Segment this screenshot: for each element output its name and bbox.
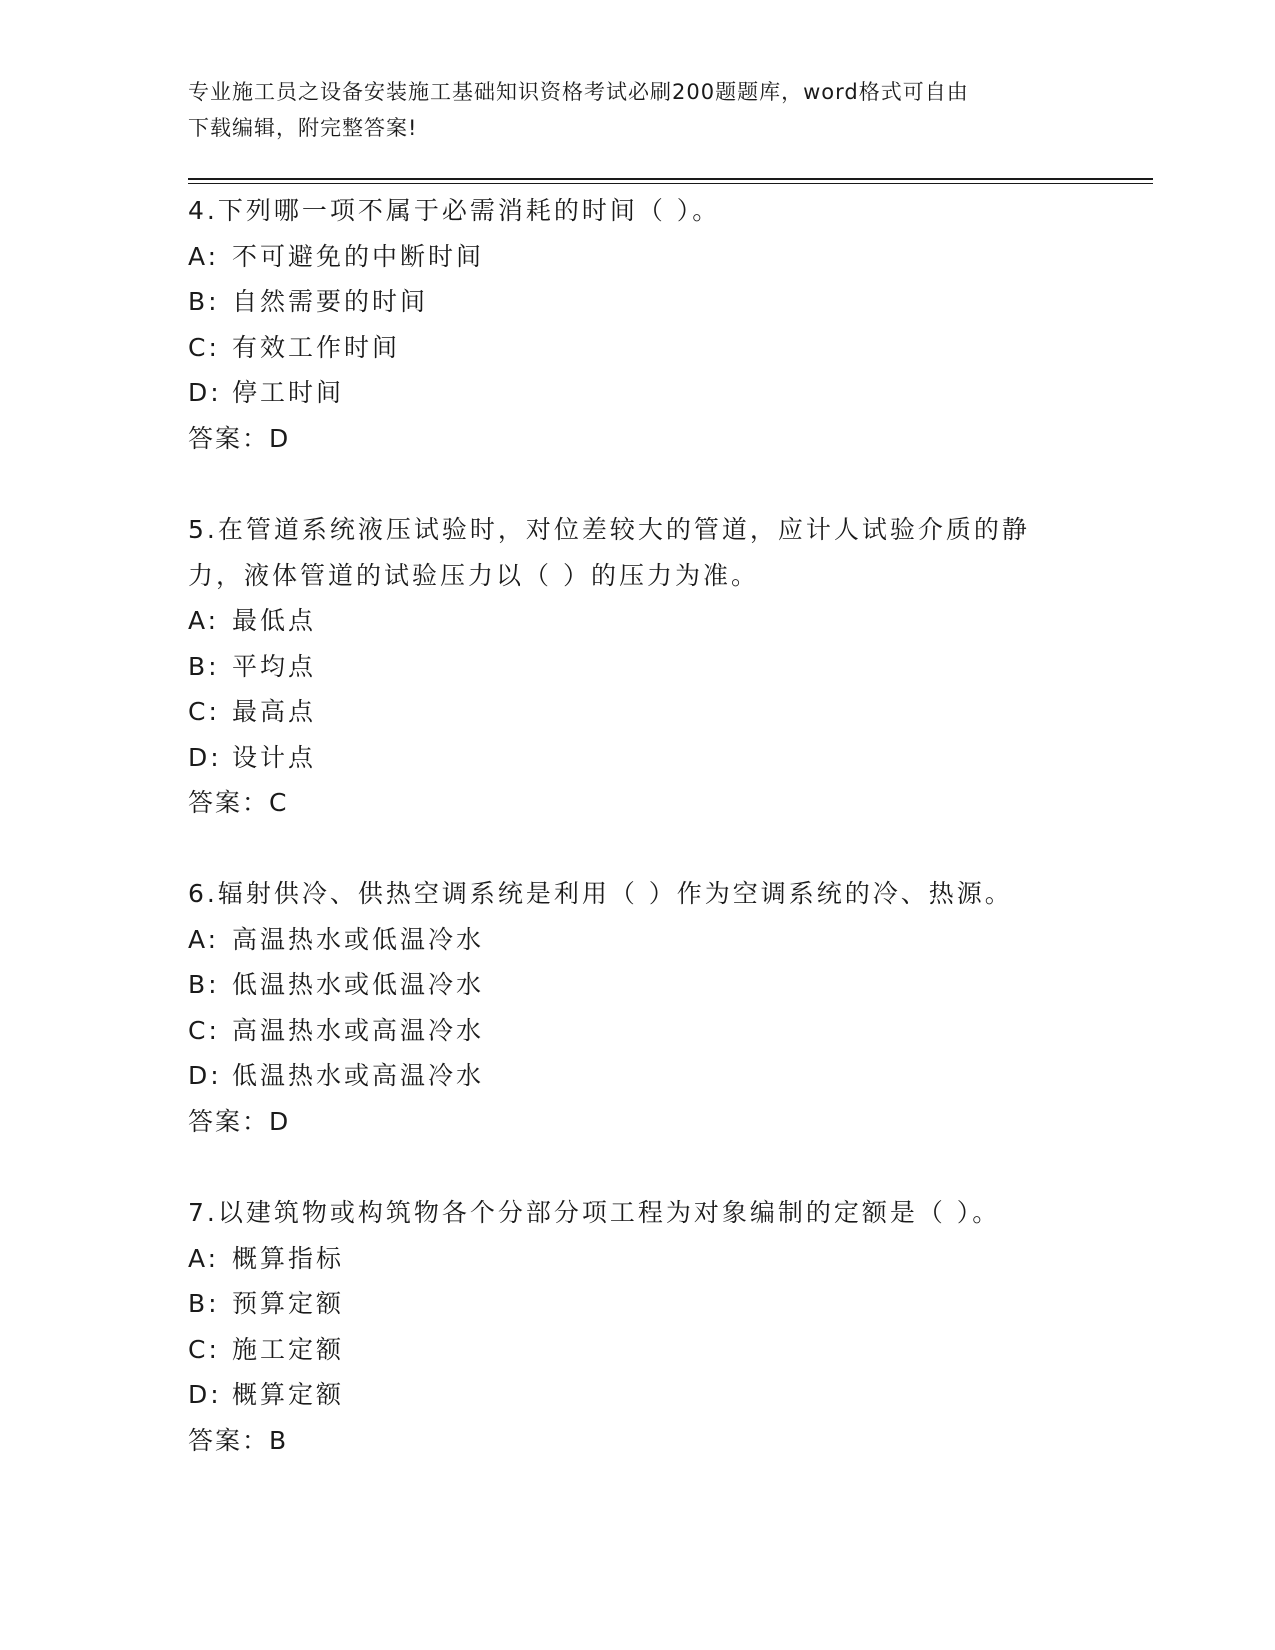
option-a [188, 234, 1088, 280]
option-text: 最低点 [232, 606, 317, 635]
option-text: 施工定额 [232, 1334, 345, 1364]
option-key: A: [188, 924, 220, 954]
option-text: 概算定额 [232, 1380, 345, 1409]
option-key: D: [188, 378, 222, 407]
option-text: 高温热水或低温冷水 [232, 924, 485, 954]
option-text: 概算指标 [232, 1243, 345, 1273]
option-c [188, 325, 1088, 371]
option-b [188, 279, 1088, 325]
option-c [188, 1008, 1088, 1054]
option-d [188, 735, 1088, 781]
question-text: 5.在管道系统液压试验时，对位差较大的管道，应计人试验介质的静 [188, 515, 1030, 544]
option-key: B: [188, 1289, 220, 1318]
option-key: C: [188, 697, 220, 726]
question-text: 7.以建筑物或构筑物各个分部分项工程为对象编制的定额是（ ）。 [188, 1198, 1001, 1227]
answer-text: 答案：B [188, 1425, 289, 1455]
question-text: 4.下列哪一项不属于必需消耗的时间（ ）。 [188, 196, 721, 225]
option-c [188, 1327, 1088, 1373]
option-b [188, 962, 1088, 1008]
answer-text: 答案：D [188, 1106, 291, 1136]
option-key: B: [188, 651, 220, 681]
option-text: 低温热水或高温冷水 [232, 1061, 485, 1090]
header-divider-thick [188, 178, 1153, 180]
option-text: 不可避免的中断时间 [232, 241, 485, 271]
header-line-1: 专业施工员之设备安装施工基础知识资格考试必刷200题题库，word格式可自由 [188, 80, 969, 104]
header-line-2: 下载编辑，附完整答案! [188, 116, 418, 140]
document-header [188, 74, 1088, 146]
option-text: 低温热水或低温冷水 [232, 970, 485, 999]
question-block [188, 1190, 1088, 1463]
option-text: 预算定额 [232, 1289, 345, 1318]
option-text: 平均点 [232, 651, 317, 681]
option-key: A: [188, 241, 220, 271]
option-c [188, 689, 1088, 735]
option-key: C: [188, 332, 220, 362]
option-key: C: [188, 1334, 220, 1364]
option-key: C: [188, 1015, 220, 1045]
option-key: A: [188, 1243, 220, 1273]
option-d [188, 1053, 1088, 1099]
option-key: A: [188, 606, 220, 635]
answer-text: 答案：C [188, 788, 289, 817]
question-block [188, 507, 1088, 826]
option-text: 停工时间 [232, 378, 345, 407]
option-d [188, 370, 1088, 416]
option-text: 自然需要的时间 [232, 287, 429, 316]
answer-text: 答案：D [188, 423, 291, 453]
option-d [188, 1372, 1088, 1418]
question-block [188, 871, 1088, 1144]
question-text: 6.辐射供冷、供热空调系统是利用（ ）作为空调系统的冷、热源。 [188, 879, 1013, 908]
option-text: 设计点 [232, 742, 317, 772]
question-text-continued: 力，液体管道的试验压力以（ ）的压力为准。 [188, 560, 759, 590]
option-text: 最高点 [232, 697, 317, 726]
option-b [188, 644, 1088, 690]
option-key: B: [188, 970, 220, 999]
option-a [188, 1236, 1088, 1282]
option-key: D: [188, 1061, 222, 1090]
option-a [188, 917, 1088, 963]
option-key: D: [188, 742, 222, 772]
option-key: B: [188, 287, 220, 316]
option-b [188, 1281, 1088, 1327]
header-divider-thin [188, 183, 1153, 184]
option-key: D: [188, 1380, 222, 1409]
question-block [188, 188, 1088, 461]
option-a [188, 598, 1088, 644]
option-text: 有效工作时间 [232, 332, 401, 362]
option-text: 高温热水或高温冷水 [232, 1015, 485, 1045]
